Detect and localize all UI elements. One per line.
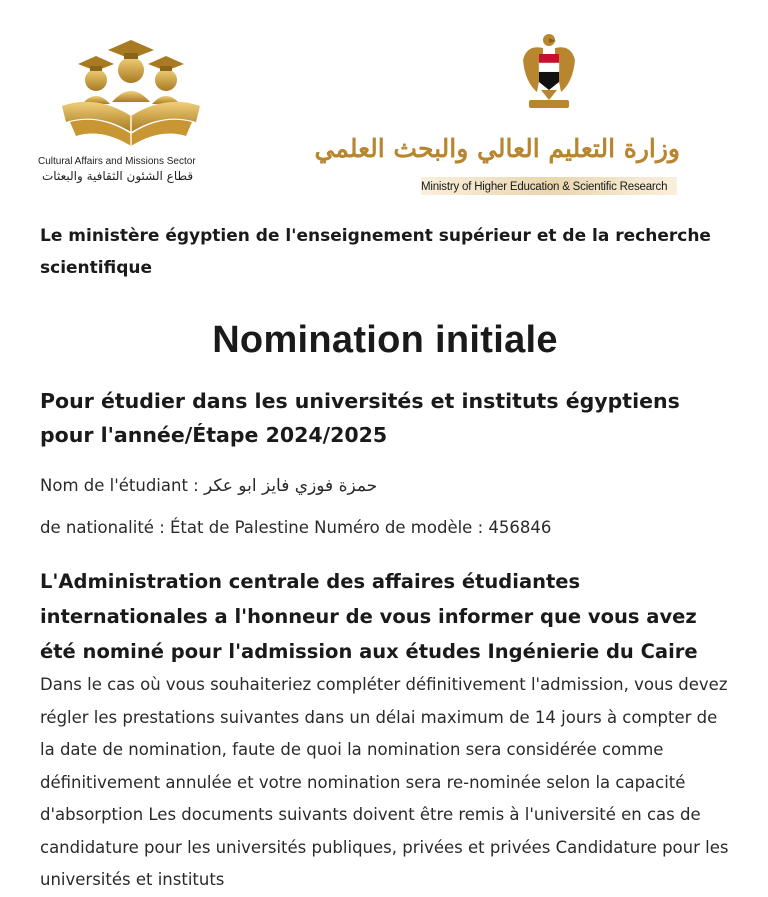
document-subtitle: Pour étudier dans les universités et instituts égyptiens pour l'année/Étape 2024/2025	[40, 389, 680, 447]
ministry-logo	[314, 30, 683, 200]
admin-statement: L'Administration centrale des affaires étudiantes internationales a l'honneur de vous informer que vous avez été nominé pour l'admission aux études Ingénierie du Caire	[40, 570, 698, 663]
sector-caption-en: Cultural Affairs and Missions Sector	[38, 156, 196, 167]
body-paragraph: Dans le cas où vous souhaiteriez compléter définitivement l'admission, vous devez régler les prestations suivantes dans un délai maximum de 14 jours à compter de la date de nomination, faute de quoi la nomination sera considérée comme définitivement annulée et votre nomination sera re-nominée selon la capacité d'absorption Les documents suivants doivent être remis à l'université en cas de candidature pour les universités publiques, privées et privées Candidature pour les universités et instituts	[40, 675, 729, 889]
student-name-value: حمزة فوزي فايز ابو عكر	[203, 476, 378, 496]
document-title: Nomination initiale	[212, 319, 558, 361]
egypt-eagle-icon	[521, 30, 577, 112]
ministry-title-en: Ministry of Higher Education & Scientific Research	[421, 181, 668, 193]
cultural-affairs-logo	[38, 36, 228, 186]
document-body	[40, 220, 730, 897]
student-name-line	[40, 472, 730, 500]
sector-caption-ar: قطاع الشئون الثقافية والبعثات	[42, 169, 194, 183]
graduation-caps-book-icon	[56, 36, 206, 154]
student-name-label: Nom de l'étudiant :	[40, 476, 199, 495]
ministry-title-ar: وزارة التعليم العالي والبحث العلمي	[314, 134, 680, 163]
nationality-line: de nationalité : État de Palestine Numéro de modèle : 456846	[40, 518, 552, 537]
document-header	[0, 0, 768, 210]
ministry-heading: Le ministère égyptien de l'enseignement supérieur et de la recherche scientifique	[40, 226, 711, 278]
